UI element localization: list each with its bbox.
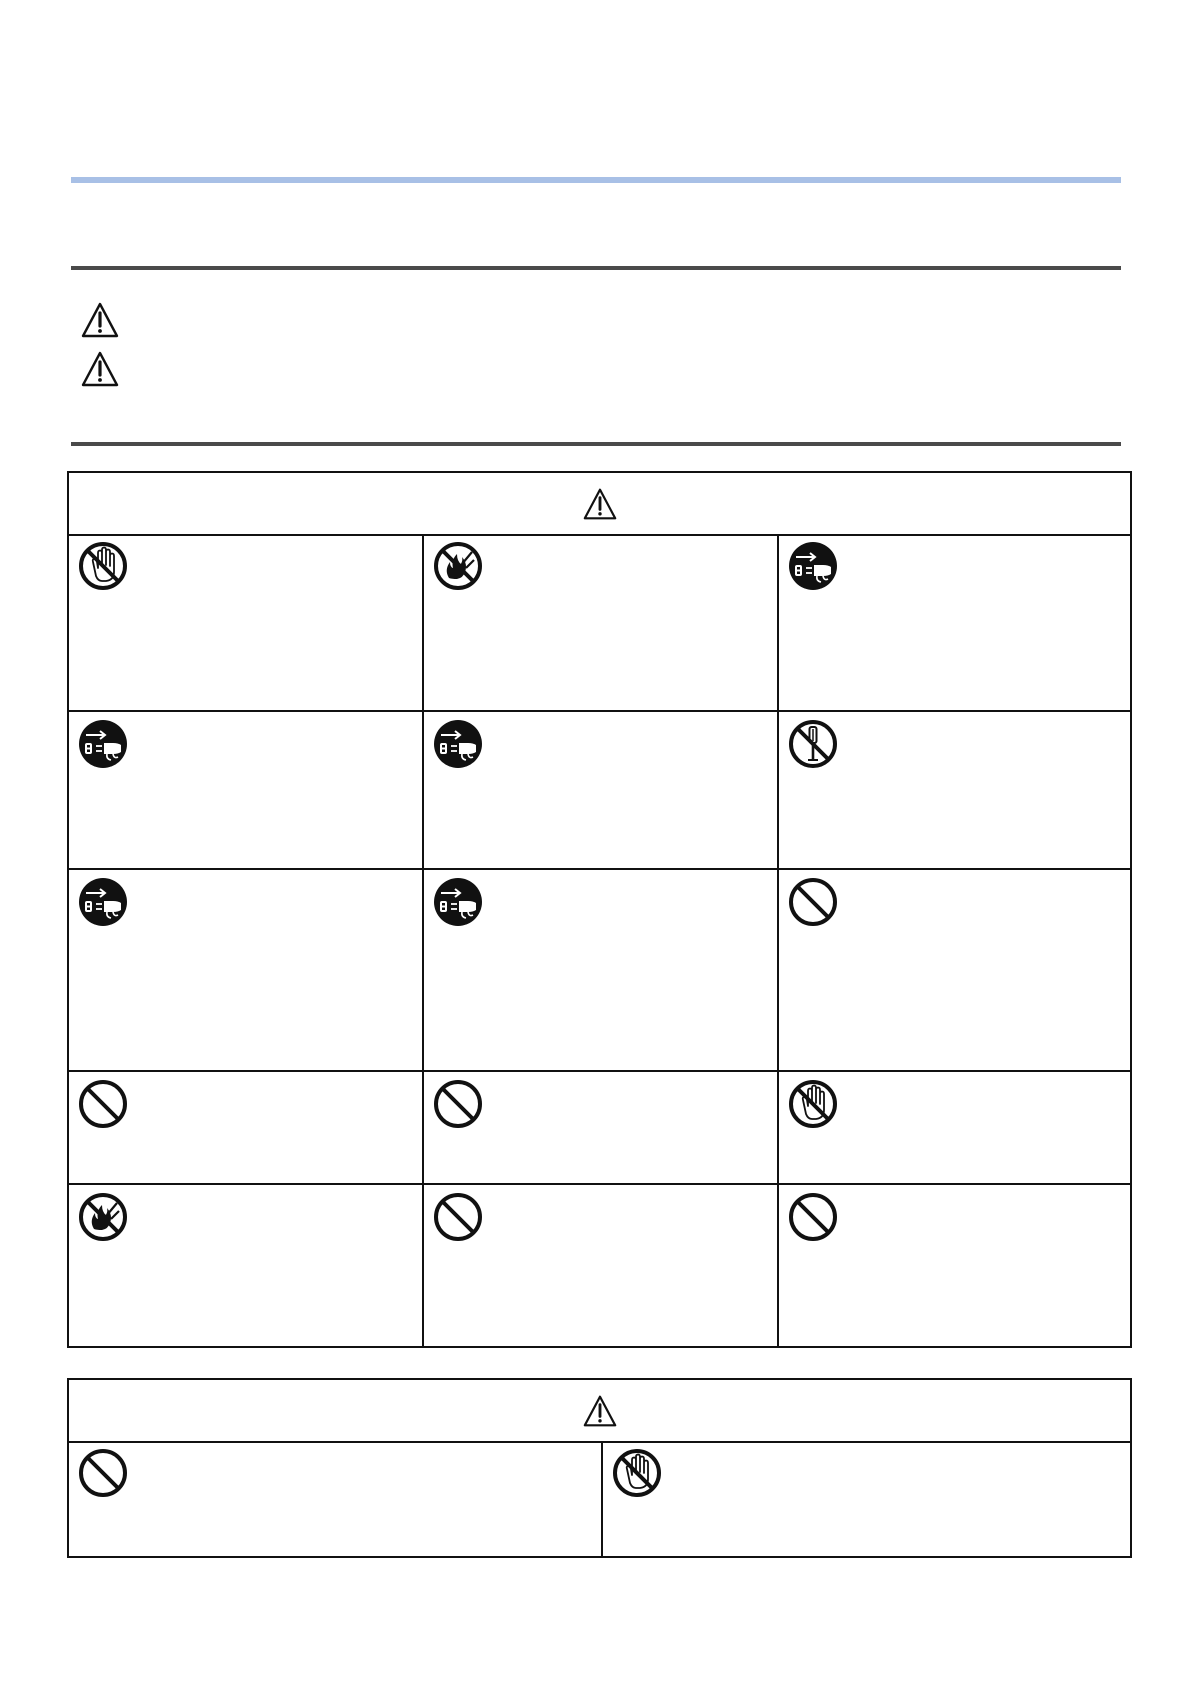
unplug-icon: [77, 718, 129, 770]
warning-cell: [69, 1185, 424, 1346]
unplug-icon: [77, 876, 129, 928]
prohibited-icon: [77, 1078, 129, 1130]
prohibited-icon: [77, 1447, 129, 1499]
warning-grid: [69, 534, 1130, 1346]
no-disassembly-icon: [787, 718, 839, 770]
caution-panel: [67, 1378, 1132, 1558]
legend-caution-icon: [80, 350, 120, 388]
warning-cell: [779, 1072, 1130, 1185]
caution-grid: [69, 1441, 1130, 1556]
warning-cell: [424, 1072, 779, 1185]
warning-cell: [424, 712, 779, 870]
no-touch-icon: [77, 540, 129, 592]
prohibited-icon: [787, 876, 839, 928]
section-rule-bottom: [71, 442, 1121, 446]
warning-cell: [779, 1185, 1130, 1346]
unplug-icon: [787, 540, 839, 592]
unplug-icon: [432, 718, 484, 770]
warning-cell: [779, 870, 1130, 1072]
warning-cell: [779, 712, 1130, 870]
caution-cell: [69, 1441, 603, 1556]
prohibited-icon: [787, 1191, 839, 1243]
caution-cell: [603, 1441, 1130, 1556]
warning-cell: [424, 1185, 779, 1346]
prohibited-icon: [432, 1078, 484, 1130]
warning-cell: [424, 870, 779, 1072]
warning-cell: [69, 870, 424, 1072]
prohibited-icon: [432, 1191, 484, 1243]
warning-panel: [67, 471, 1132, 1348]
no-touch-icon: [611, 1447, 663, 1499]
warning-cell: [424, 534, 779, 712]
unplug-icon: [432, 876, 484, 928]
warning-triangle-icon: [582, 487, 618, 521]
warning-cell: [779, 534, 1130, 712]
header-rule: [71, 177, 1121, 183]
warning-cell: [69, 1072, 424, 1185]
caution-panel-header: [69, 1380, 1130, 1443]
no-touch-icon: [787, 1078, 839, 1130]
warning-cell: [69, 534, 424, 712]
warning-panel-header: [69, 473, 1130, 536]
legend-warning-icon: [80, 301, 120, 339]
warning-cell: [69, 712, 424, 870]
no-fire-icon: [77, 1191, 129, 1243]
warning-triangle-icon: [582, 1394, 618, 1428]
no-fire-icon: [432, 540, 484, 592]
section-rule-top: [71, 266, 1121, 270]
